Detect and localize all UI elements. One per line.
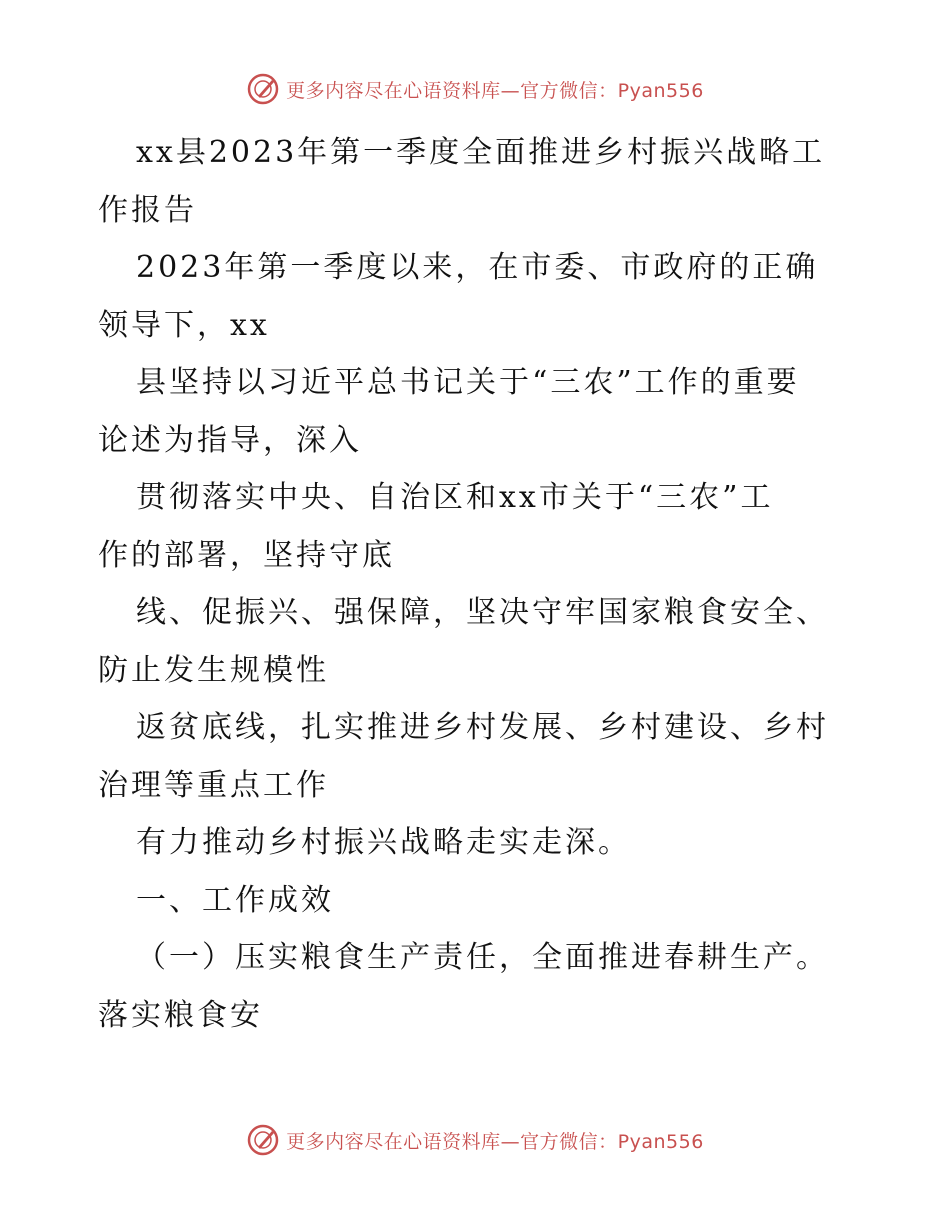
watermark-text: 更多内容尽在心语资料库—官方微信：Pyan556 [286,79,704,102]
footer-watermark [0,1123,950,1157]
text-line: 领导下，xx [98,307,270,343]
section-heading: 一、工作成效 [136,882,334,918]
text-line: 县坚持以习近平总书记关于“三农”工作的重要 [136,365,800,400]
text-line: 治理等重点工作 [98,767,329,803]
text-line: 论述为指导，深入 [98,422,362,458]
text-line: 返贫底线，扎实推进乡村发展、乡村建设、乡村 [136,710,829,745]
text-line: 作的部署，坚持守底 [98,537,395,573]
text-line: 有力推动乡村振兴战略走实走深。 [136,825,631,860]
document-body [98,124,858,1044]
text-line: 2023年第一季度以来，在市委、市政府的正确 [136,250,819,285]
watermark-text: 更多内容尽在心语资料库—官方微信：Pyan556 [286,1130,704,1153]
text-line: xx县2023年第一季度全面推进乡村振兴战略工 [136,135,826,170]
text-line: 落实粮食安 [98,997,263,1033]
text-line: 线、促振兴、强保障，坚决守牢国家粮食安全、 [136,595,829,630]
logo-icon [246,72,280,106]
subsection-heading: （一）压实粮食生产责任，全面推进春耕生产。 [136,940,829,975]
header-watermark [0,72,950,106]
logo-icon [246,1123,280,1157]
text-line: 防止发生规模性 [98,652,329,688]
text-line: 贯彻落实中央、自治区和xx市关于“三农”工 [136,480,774,515]
text-line: 作报告 [98,192,197,228]
